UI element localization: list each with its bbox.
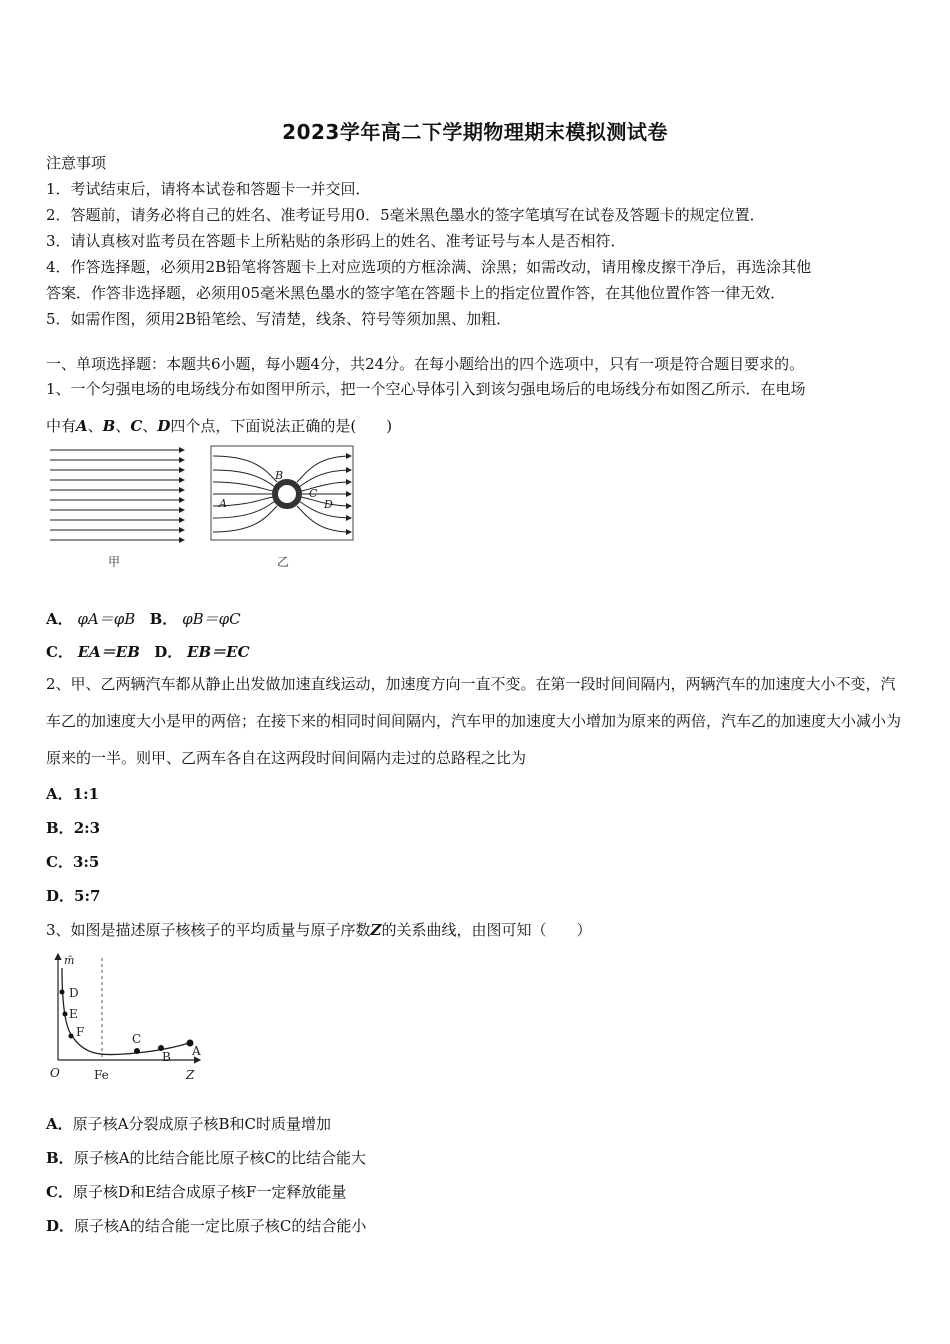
q1-option-a-text: φA＝φB <box>77 610 136 628</box>
figure-yi-conductor-field <box>207 442 362 577</box>
q1-option-d-label: D． <box>154 643 183 661</box>
figure-yi-point-b: B <box>275 469 284 482</box>
point-c-dot <box>134 1048 140 1054</box>
q2-option-d-text: 5:7 <box>74 887 101 905</box>
q1-options-row-2 <box>46 641 250 662</box>
point-d-label: D <box>69 986 79 1000</box>
q2-option-a <box>46 783 99 804</box>
page-title: 2023学年高二下学期物理期末模拟测试卷 <box>282 120 668 144</box>
point-f-label: F <box>76 1025 85 1039</box>
q3-option-d-label: D． <box>46 1217 75 1235</box>
point-e-label: E <box>69 1007 78 1021</box>
y-axis-label: m̄ <box>64 954 75 967</box>
notice-item-5: 5．如需作图，须用2B铅笔绘、写清楚，线条、符号等须加黑、加粗． <box>46 310 512 328</box>
q3-mass-graph <box>44 948 219 1088</box>
q1-option-c-label: C． <box>46 643 73 661</box>
hollow-conductor <box>275 482 299 506</box>
notice-item-2: 2．答题前，请务必将自己的姓名、准考证号用0．5毫米黑色墨水的签字笔填写在试卷及答题卡的规定位置． <box>46 206 765 224</box>
q1-stem-line1: 1、一个匀强电场的电场线分布如图甲所示，把一个空心导体引入到该匀强电场后的电场线分布如图乙所示．在电场 <box>46 380 806 398</box>
q1-sep-2: 、 <box>115 417 131 435</box>
q3-option-d-text: 原子核A的结合能一定比原子核C的结合能小 <box>74 1217 367 1235</box>
q3-option-c-label: C． <box>46 1183 73 1201</box>
figure-yi-point-d: D <box>324 498 333 511</box>
point-d-dot <box>60 990 65 995</box>
figure-yi-label: 乙 <box>277 555 290 569</box>
q3-option-a-label: A． <box>46 1115 73 1133</box>
section-heading: 一、单项选择题：本题共6小题，每小题4分，共24分。在每小题给出的四个选项中，只有一项是符合题目要求的。 <box>46 355 805 373</box>
q3-option-a-text: 原子核A分裂成原子核B和C时质量增加 <box>72 1115 331 1133</box>
q3-option-b-text: 原子核A的比结合能比原子核C的比结合能大 <box>73 1149 366 1167</box>
q2-option-b-label: B． <box>46 819 74 837</box>
uniform-field-lines <box>50 450 184 540</box>
figure-yi-point-a: A <box>219 497 227 510</box>
q2-stem: 2、甲、乙两辆汽车都从静止出发做加速直线运动，加速度方向一直不变。在第一段时间间隔内，两辆汽车的加速度大小不变，汽车乙的加速度大小是甲的两倍；在接下来的相同时间间隔内，汽车甲的加速度大小增加为原来的两倍，汽车乙的加速度大小减小为原来的一半。则甲、乙两车各自在这两段时间间隔内走过的总路程之比为 <box>46 675 902 767</box>
q1-option-d-text: EB＝EC <box>187 643 250 661</box>
figure-jia-uniform-field <box>44 442 194 577</box>
figure-jia-label: 甲 <box>108 555 121 569</box>
q1-stem-post: 四个点，下面说法正确的是( ) <box>170 417 393 435</box>
q2-option-b <box>46 817 100 838</box>
notice-heading: 注意事项 <box>46 154 107 172</box>
q1-point-a: A <box>76 417 88 435</box>
point-b-label: B <box>162 1050 171 1064</box>
q3-option-a <box>46 1113 331 1134</box>
point-e-dot <box>63 1012 68 1017</box>
q3-stem <box>46 919 592 940</box>
q3-stem-post: 的关系曲线，由图可知（ ） <box>381 921 592 939</box>
fe-label: Fe <box>94 1068 109 1082</box>
q3-option-c <box>46 1181 346 1202</box>
q2-option-c-text: 3:5 <box>72 853 100 871</box>
q1-options-row-1 <box>46 608 241 629</box>
q1-option-a-label: A． <box>46 610 73 628</box>
q1-point-b: B <box>102 417 116 435</box>
q3-option-b-label: B． <box>46 1149 74 1167</box>
figure-yi-point-c: C <box>309 487 318 500</box>
q2-option-b-text: 2:3 <box>73 819 101 837</box>
q1-stem-pre: 中有 <box>46 417 77 435</box>
q1-point-c: C <box>130 417 143 435</box>
q1-point-d: D <box>157 417 171 435</box>
q3-option-d <box>46 1215 366 1236</box>
point-a-label: A <box>192 1044 201 1058</box>
q2-option-a-label: A． <box>46 785 73 803</box>
q1-option-c-text: EA＝EB <box>77 643 140 661</box>
q3-stem-pre: 3、如图是描述原子核核子的平均质量与原子序数 <box>46 921 371 939</box>
notice-item-4: 4．作答选择题，必须用2B铅笔将答题卡上对应选项的方框涂满、涂黑；如需改动，请用橡皮擦干净后，再选涂其他 <box>46 258 812 276</box>
point-f-dot <box>69 1034 74 1039</box>
q1-stem-line2 <box>46 415 392 436</box>
q1-option-b-label: B． <box>149 610 178 628</box>
notice-item-3: 3．请认真核对监考员在答题卡上所粘贴的条形码上的姓名、准考证号与本人是否相符． <box>46 232 626 250</box>
q2-option-a-text: 1:1 <box>72 785 100 803</box>
q1-sep-1: 、 <box>87 417 103 435</box>
q3-z-symbol: Z <box>370 921 382 939</box>
notice-item-1: 1．考试结束后，请将本试卷和答题卡一并交回． <box>46 180 371 198</box>
q2-option-d <box>46 885 100 906</box>
q1-sep-3: 、 <box>142 417 158 435</box>
q1-option-b-text: φB＝φC <box>182 610 241 628</box>
q2-option-d-label: D． <box>46 887 75 905</box>
origin-label: O <box>50 1066 60 1080</box>
notice-item-4-cont: 答案．作答非选择题，必须用05毫米黑色墨水的签字笔在答题卡上的指定位置作答，在其他位置作答一律无效． <box>46 284 786 302</box>
q2-option-c <box>46 851 99 872</box>
q2-option-c-label: C． <box>46 853 73 871</box>
x-axis-label: Z <box>186 1068 195 1082</box>
q3-option-b <box>46 1147 366 1168</box>
q3-option-c-text: 原子核D和E结合成原子核F一定释放能量 <box>72 1183 347 1201</box>
point-c-label: C <box>132 1032 142 1046</box>
mass-curve <box>62 968 192 1055</box>
